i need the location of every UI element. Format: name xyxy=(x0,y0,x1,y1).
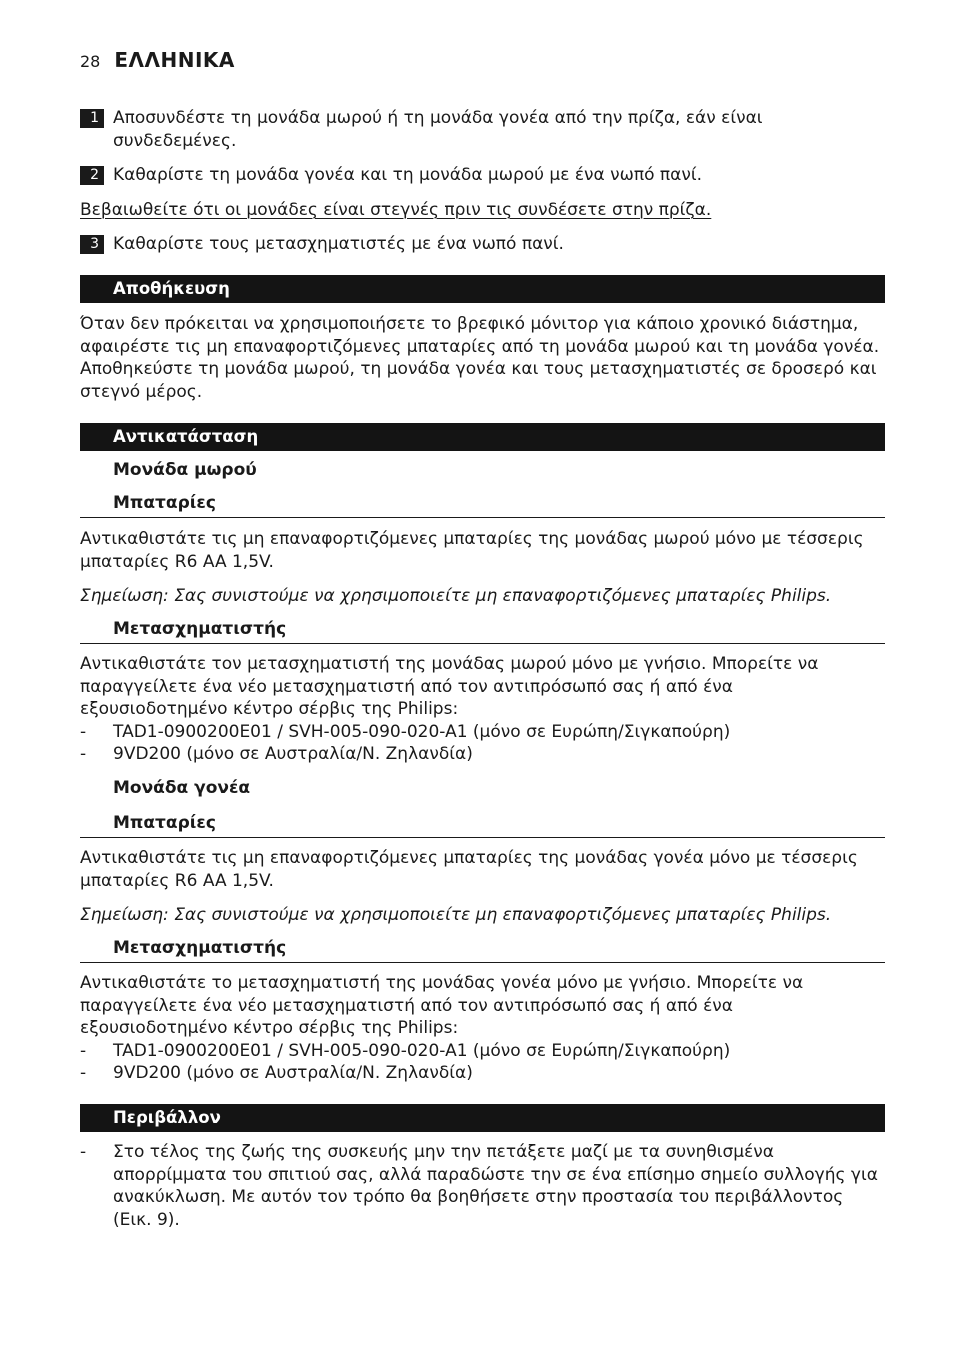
step-text: Καθαρίστε τους μετασχηματιστές με ένα νωπό πανί. xyxy=(113,234,564,254)
parent-batteries-title: Μπαταρίες xyxy=(80,812,885,838)
list-item xyxy=(80,743,885,766)
list-item xyxy=(80,1062,885,1085)
parent-adapter-text: Αντικαθιστάτε το μετασχηματιστή της μονάδας γονέα μόνο με γνήσιο. Μπορείτε να παραγγείλετε ένα νέο μετασχηματιστή από τον αντιπρόσωπό σας ή από ένα εξουσιοδοτημένο κέντρο σέρβις της Philips: xyxy=(80,973,804,1038)
parent-adapter-title: Μετασχηματιστής xyxy=(80,937,885,963)
baby-adapter-title: Μετασχηματιστής xyxy=(80,618,885,644)
parent-unit-title: Μονάδα γονέα xyxy=(113,778,251,798)
parent-batteries-note: Σημείωση: Σας συνιστούμε να χρησιμοποιείτε μη επαναφορτιζόμενες μπαταρίες Philips. xyxy=(80,905,832,925)
baby-batteries-text: Αντικαθιστάτε τις μη επαναφορτιζόμενες μπαταρίες της μονάδας μωρού μόνο με τέσσερις μπαταρίες R6 AA 1,5V. xyxy=(80,529,864,572)
list-item-text: TAD1-0900200E01 / SVH-005-090-020-A1 (μόνο σε Ευρώπη/Σιγκαπούρη) xyxy=(113,722,731,742)
bullet-dash: - xyxy=(80,1041,87,1061)
list-item-text: 9VD200 (μόνο σε Αυστραλία/Ν. Ζηλανδία) xyxy=(113,1063,473,1083)
page-number: 28 xyxy=(80,52,101,71)
storage-text: Όταν δεν πρόκειται να χρησιμοποιήσετε το βρεφικό μόνιτορ για κάποιο χρονικό διάστημα, αφαιρέστε τις μη επαναφορτιζόμενες μπαταρίες από τη μονάδα μωρού και τη μονάδα γονέα. Αποθηκεύστε τη μονάδα μωρού, τη μονάδα γονέα και τους μετασχηματιστές σε δροσερό και στεγνό μέρος. xyxy=(80,314,880,402)
step-1 xyxy=(80,107,885,152)
page-header xyxy=(80,48,235,74)
warning-text: Βεβαιωθείτε ότι οι μονάδες είναι στεγνές πριν τις συνδέσετε στην πρίζα. xyxy=(80,200,712,220)
step-text: Αποσυνδέστε τη μονάδα μωρού ή τη μονάδα γονέα από την πρίζα, εάν είναι συνδεδεμένες. xyxy=(113,108,763,151)
step-number: 1 xyxy=(80,109,104,128)
step-text: Καθαρίστε τη μονάδα γονέα και τη μονάδα μωρού με ένα νωπό πανί. xyxy=(113,165,702,185)
bullet-dash: - xyxy=(80,744,87,764)
baby-adapter-text: Αντικαθιστάτε τον μετασχηματιστή της μονάδας μωρού μόνο με γνήσιο. Μπορείτε να παραγγείλετε ένα νέο μετασχηματιστή από τον αντιπρόσωπό σας ή από ένα εξουσιοδοτημένο κέντρο σέρβις της Philips: xyxy=(80,654,819,719)
section-heading-environment: Περιβάλλον xyxy=(80,1104,885,1132)
section-heading-storage: Αποθήκευση xyxy=(80,275,885,303)
parent-batteries-text: Αντικαθιστάτε τις μη επαναφορτιζόμενες μπαταρίες της μονάδας γονέα μόνο με τέσσερις μπαταρίες R6 AA 1,5V. xyxy=(80,848,858,891)
baby-batteries-note: Σημείωση: Σας συνιστούμε να χρησιμοποιείτε μη επαναφορτιζόμενες μπαταρίες Philips. xyxy=(80,586,832,606)
list-item-text: TAD1-0900200E01 / SVH-005-090-020-A1 (μόνο σε Ευρώπη/Σιγκαπούρη) xyxy=(113,1041,731,1061)
list-item xyxy=(80,721,885,744)
bullet-dash: - xyxy=(80,722,87,742)
baby-unit-title: Μονάδα μωρού xyxy=(113,460,257,480)
list-item xyxy=(80,1141,885,1231)
bullet-dash: - xyxy=(80,1142,87,1162)
section-heading-replacement: Αντικατάσταση xyxy=(80,423,885,451)
step-3 xyxy=(80,233,885,256)
baby-batteries-title: Μπαταρίες xyxy=(80,492,885,518)
list-item-text: 9VD200 (μόνο σε Αυστραλία/Ν. Ζηλανδία) xyxy=(113,744,473,764)
bullet-dash: - xyxy=(80,1063,87,1083)
step-2 xyxy=(80,164,885,187)
list-item xyxy=(80,1040,885,1063)
language-title: ΕΛΛΗΝΙΚΑ xyxy=(114,48,235,72)
list-item-text: Στο τέλος της ζωής της συσκευής μην την πετάξετε μαζί με τα συνηθισμένα απορρίμματα του σπιτιού σας, αλλά παραδώστε την σε ένα επίσημο σημείο συλλογής για ανακύκλωση. Με αυτόν τον τρόπο θα βοηθήσετε στην προστασία του περιβάλλοντος (Εικ. 9). xyxy=(113,1142,878,1230)
step-number: 3 xyxy=(80,235,104,254)
step-number: 2 xyxy=(80,166,104,185)
